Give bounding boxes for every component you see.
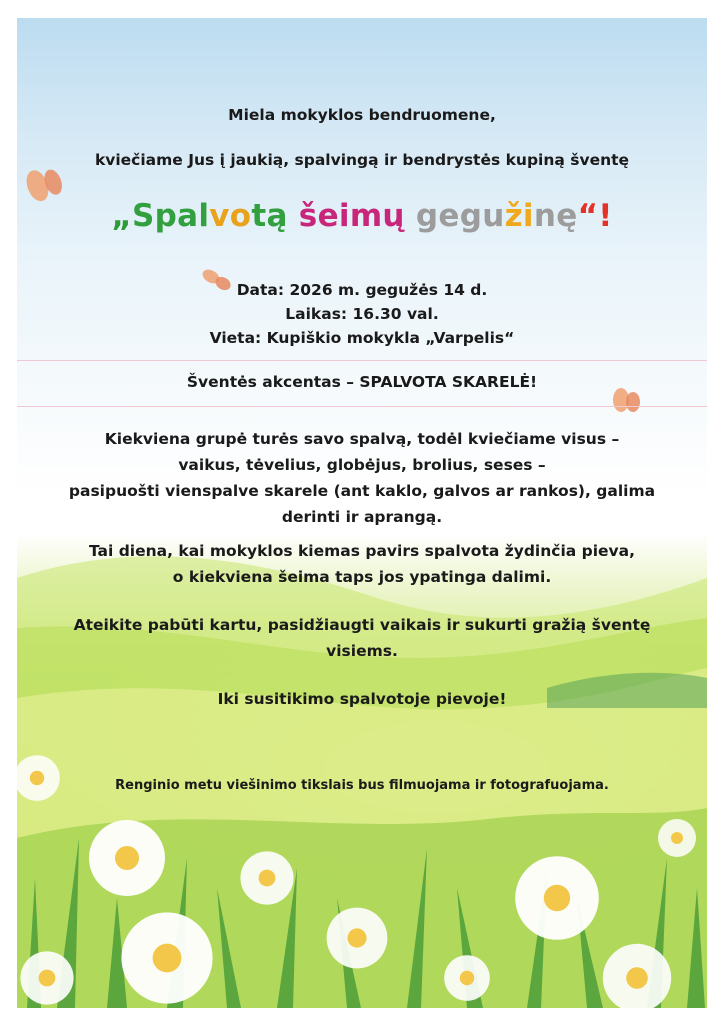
title-part: Spal — [132, 198, 210, 234]
event-accent: Šventės akcentas – SPALVOTA SKARELĖ! — [186, 373, 538, 391]
paragraph-together — [17, 612, 707, 664]
title-part: gegu — [415, 198, 505, 234]
invitation-text — [17, 18, 707, 1008]
invitation-poster — [17, 18, 707, 1008]
title-quote-open: „ — [111, 198, 132, 234]
title-part: nę — [533, 198, 578, 234]
paragraph-meadow — [17, 538, 707, 590]
greeting: Miela mokyklos bendruomene, — [228, 106, 496, 124]
closing-line: Iki susitikimo spalvotoje pievoje! — [217, 690, 507, 708]
paragraph-line: vaikus, tėvelius, globėjus, brolius, seses – — [178, 456, 546, 474]
event-date: Data: 2026 m. gegužės 14 d. — [236, 281, 488, 299]
paragraph-line: pasipuošti vienspalve skarele (ant kaklo, galvos ar rankos), galima — [68, 482, 656, 500]
paragraph-line: o kiekviena šeima taps jos ypatinga dalimi. — [172, 568, 552, 586]
title-part: šeimų — [287, 198, 416, 234]
title-part: vo — [209, 198, 252, 234]
event-place: Vieta: Kupiškio mokykla „Varpelis“ — [209, 329, 515, 347]
paragraph-line: derinti ir aprangą. — [281, 508, 443, 526]
event-details — [17, 278, 707, 350]
event-title — [17, 196, 707, 236]
invitation-line: kviečiame Jus į jaukią, spalvingą ir bendrystės kupiną šventę — [94, 151, 630, 169]
filming-note: Renginio metu viešinimo tikslais bus filmuojama ir fotografuojama. — [115, 778, 609, 793]
paragraph-line: Kiekviena grupė turės savo spalvą, todėl kviečiame visus – — [104, 430, 620, 448]
event-time: Laikas: 16.30 val. — [285, 305, 439, 323]
paragraph-scarf — [17, 426, 707, 530]
title-part: tą — [251, 198, 288, 234]
title-quote-close: “! — [577, 198, 613, 234]
paragraph-line: Ateikite pabūti kartu, pasidžiaugti vaikais ir sukurti gražią šventę — [73, 616, 651, 634]
paragraph-line: visiems. — [326, 642, 398, 660]
title-part: ži — [504, 198, 534, 234]
paragraph-line: Tai diena, kai mokyklos kiemas pavirs spalvota žydinčia pieva, — [88, 542, 636, 560]
